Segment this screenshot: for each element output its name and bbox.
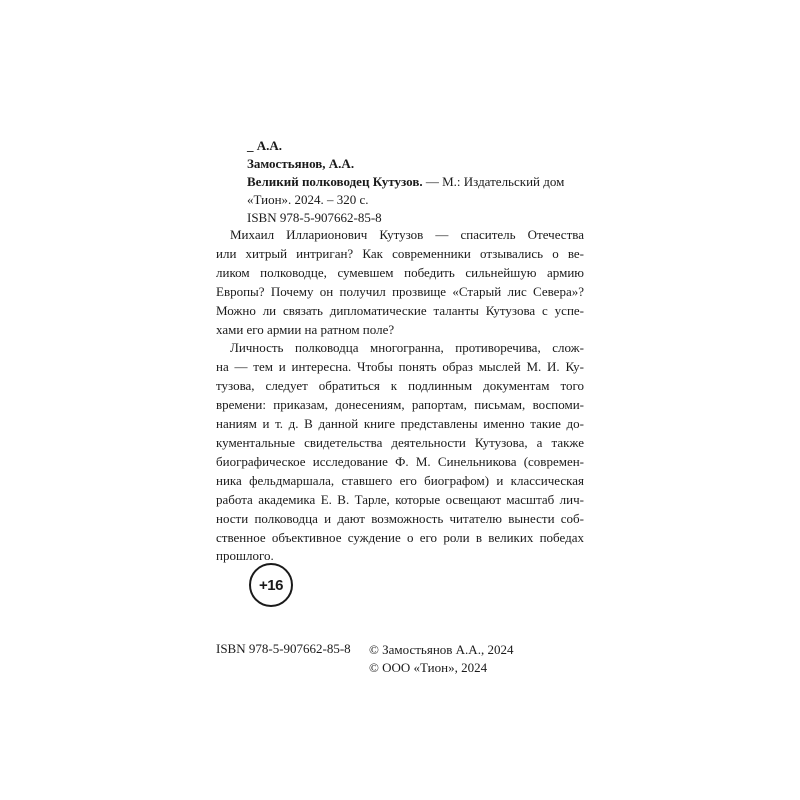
footer-isbn: ISBN 978-5-907662-85-8 (216, 641, 351, 656)
publisher-part-2: «Тион». 2024. – 320 с. (247, 192, 369, 207)
abstract-line: или хитрый интриган? Как современники отзывались о ве- (216, 245, 584, 261)
bibliographic-record (247, 137, 587, 227)
book-abstract (216, 226, 584, 566)
abstract-line: Европы? Почему он получил прозвище «Старый лис Севера»? (216, 283, 584, 299)
abstract-line: времени: приказам, донесениям, рапортам, письмам, воспоми- (216, 397, 584, 413)
book-title: Великий полководец Кутузов. (247, 174, 423, 189)
abstract-line: работа академика Е. В. Тарле, которые освещают масштаб лич- (216, 491, 584, 507)
abstract-line: биографическое исследование Ф. М. Синельникова (современ- (216, 453, 584, 469)
abstract-line: прошлого. (216, 548, 274, 564)
abstract-paragraph-2 (216, 339, 584, 566)
abstract-paragraph-1 (216, 226, 584, 339)
abstract-line: ника фельдмаршала, ставшего его биографом) и классическая (216, 472, 584, 488)
abstract-line: ликом полководце, сумевшем победить сильнейшую армию (216, 264, 584, 280)
abstract-line: Михаил Илларионович Кутузов — спаситель Отечества (230, 227, 584, 242)
abstract-line: Личность полководца многогранна, противоречива, слож- (230, 340, 584, 356)
classification-line: _ А.А. (247, 138, 283, 153)
age-rating-badge: +16 (249, 563, 293, 607)
publisher-part-1: — М.: Издательский дом (422, 174, 565, 189)
biblio-isbn: ISBN 978-5-907662-85-8 (247, 210, 382, 225)
abstract-line: на — тем и интересна. Чтобы понять образ мыслей М. И. Ку- (216, 359, 584, 375)
abstract-line: тузова, следует обратиться к подлинным документам того (216, 378, 584, 394)
abstract-line: Можно ли связать дипломатические таланты Кутузова с успе- (216, 302, 584, 318)
abstract-line: ности полководца и дают возможность читателю вынести соб- (216, 510, 584, 526)
abstract-line: ственное объективное суждение о его роли в великих победах (216, 529, 584, 545)
abstract-line: наниям и т. д. В данной книге представлены именно такие до- (216, 416, 584, 432)
author-name: Замостьянов, А.А. (247, 156, 355, 171)
abstract-line: кументальные свидетельства деятельности Кутузова, а также (216, 434, 584, 450)
abstract-line: хами его армии на ратном поле? (216, 321, 395, 337)
title-line (247, 173, 587, 191)
copyright-block (369, 641, 513, 677)
copyright-publisher: © ООО «Тион», 2024 (369, 660, 488, 675)
copyright-author: © Замостьянов А.А., 2024 (369, 642, 514, 657)
